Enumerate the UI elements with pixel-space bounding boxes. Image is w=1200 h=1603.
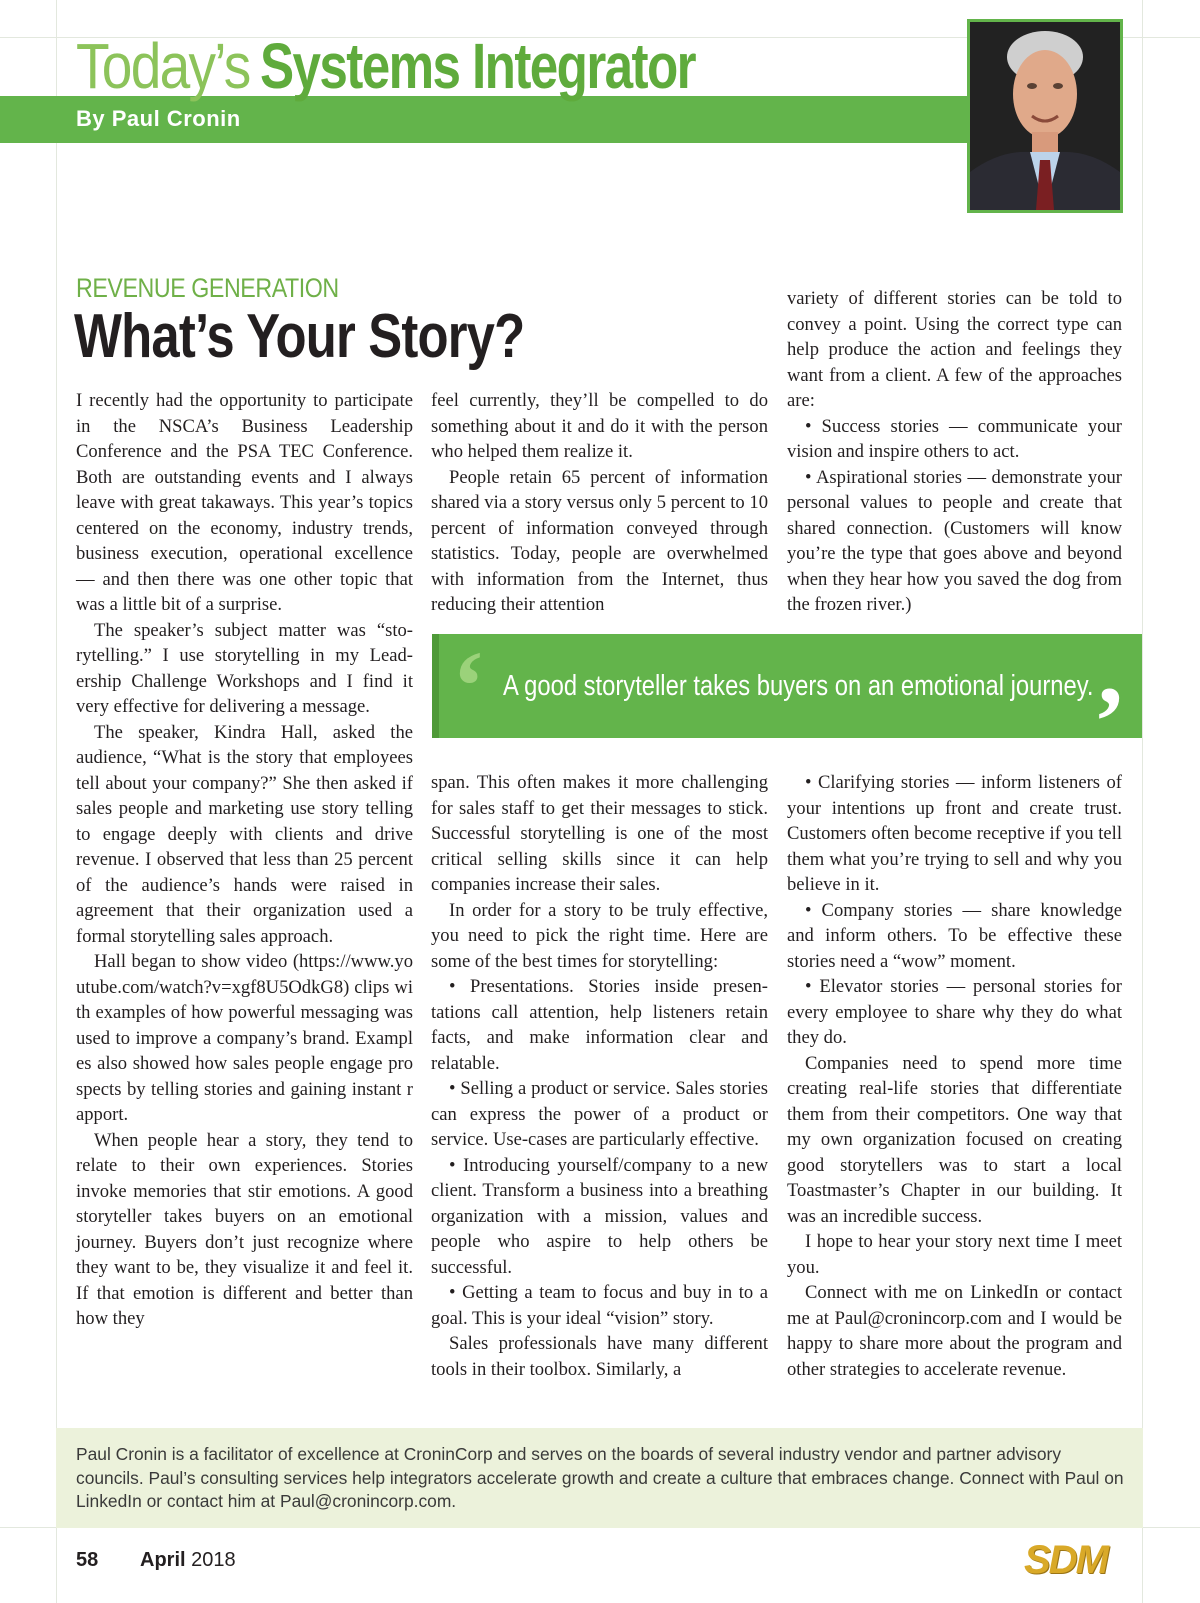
bullet-paragraph: • Success stories — communicate your vision and inspire others to act. xyxy=(787,415,1122,462)
open-quote-mark: ‘ xyxy=(452,630,486,741)
article-headline: What’s Your Story? xyxy=(74,302,525,371)
column-title-bold: Systems Integrator xyxy=(259,30,695,102)
pull-quote-text: A good storyteller takes buyers on an emotional journey. xyxy=(503,670,1094,702)
bullet-paragraph: • Clarifying stories — inform listeners of your intentions up front and create trust. Customers often become receptive if you tell them what you’re trying to sell and why you believe in it. xyxy=(787,772,1122,895)
paragraph: In order for a story to be truly effective, you need to pick the right time. Here are some of the best times for storytelling: xyxy=(431,899,768,972)
paragraph: Connect with me on LinkedIn or contact me at Paul@cronincorp.com and I would be happy to share more about the program and other strategies to accelerate revenue. xyxy=(787,1282,1122,1380)
bullet-paragraph: • Presentations. Stories inside presentations call attention, help listeners retain facts, and make information clear and relatable. xyxy=(431,976,768,1074)
paragraph: I hope to hear your story next time I meet you. xyxy=(787,1231,1122,1278)
bullet-paragraph: • Elevator stories — personal stories for every employee to share why they do what they do. xyxy=(787,976,1122,1048)
paragraph: variety of different stories can be told to convey a point. Using the correct type can help produce the action and feelings they want from a client. A few of the approaches are: xyxy=(787,288,1122,411)
body-column-right-top xyxy=(787,286,1122,618)
author-bio-text: Paul Cronin is a facilitator of excellence at CroninCorp and serves on the boards of several industry vendor and partner advisory councils. Paul’s consulting services help integrators accelerate growth and create a culture that embraces change. Connect with Paul on LinkedIn or contact him at Paul@cronincorp.com. xyxy=(76,1444,1124,1511)
body-column-left xyxy=(76,388,413,1332)
bullet-paragraph: • Company stories — share knowledge and inform others. To be effective these stories need a “wow” moment. xyxy=(787,899,1122,972)
right-guide-line xyxy=(1142,0,1143,1603)
body-column-middle-bottom xyxy=(431,770,768,1382)
section-label: REVENUE GENERATION xyxy=(76,273,339,303)
pull-quote-edge xyxy=(432,634,439,738)
bullet-paragraph: • Aspirational stories — demonstrate your personal values to people and create that shared connection. (Customers will know you’re the type that goes above and beyond when they hear how you saved the dog from the frozen river.) xyxy=(787,466,1122,615)
paragraph: span. This often makes it more challenging for sales staff to get their messages to stick. Successful storytelling is one of the most critical selling skills since it can help companies increase their sales. xyxy=(431,772,768,895)
bullet-paragraph: • Selling a product or service. Sales stories can express the power of a product or service. Use-cases are particularly effective. xyxy=(431,1078,768,1150)
bullet-paragraph: • Introducing yourself/company to a new client. Transform a business into a breathing organization with a mission, values and people who aspire to help others be successful. xyxy=(431,1154,768,1278)
paragraph: When people hear a story, they tend to relate to their own experiences. Stories invoke memories that stir emotions. A good storyteller takes buyers on an emotional journey. Buyers don’t just recognize where they want to be, they visualize it and feel it. If that emotion is different and better than how they xyxy=(76,1129,413,1329)
bullet-paragraph: • Getting a team to focus and buy in to a goal. This is your ideal “vision” story. xyxy=(431,1282,768,1329)
close-quote-mark: ’ xyxy=(1093,666,1127,777)
paragraph: I recently had the opportunity to participate in the NSCA’s Business Leadership Conference and the PSA TEC Conference. Both are outstanding events and I always leave with great takaways. This year’s topics centered on the economy, industry trends, business execution, operational excellence — and then there was one other topic that was a little bit of a surprise. xyxy=(76,390,413,615)
column-title xyxy=(76,30,803,102)
paragraph: Companies need to spend more time creating real-life stories that differentiate them from their competitors. One way that my own organization focused on creating good storytellers was to start a local Toastmaster’s Chapter in our building. It was an incredible success. xyxy=(787,1052,1122,1227)
body-column-middle-top xyxy=(431,388,768,618)
paragraph: People retain 65 percent of information shared via a story versus only 5 percent to 10 percent of information conveyed through statistics. Today, people are overwhelmed with information from the Internet, thus reducing their attention xyxy=(431,466,768,615)
paragraph: Sales professionals have many different tools in their toolbox. Similarly, a xyxy=(431,1333,768,1380)
issue-date xyxy=(140,1549,236,1572)
left-guide-line xyxy=(56,0,57,1603)
byline: By Paul Cronin xyxy=(76,106,241,131)
paragraph: Hall began to show video (https://www.youtube.com/watch?v=xgf8U5OdkG8) clips with examples of how powerful messaging was used to improve a company’s brand. Examples also showed how sales people engage prospects by telling stories and gaining instant rapport. xyxy=(76,951,413,1125)
body-column-right-bottom xyxy=(787,770,1122,1382)
paragraph: feel currently, they’ll be compelled to do something about it and do it with the person who helped them realize it. xyxy=(431,390,768,462)
issue-year: 2018 xyxy=(191,1549,236,1571)
paragraph: The speaker, Kindra Hall, asked the audience, “What is the story that employees tell about your company?” She then asked if sales people and marketing use story telling to engage deeply with clients and drive revenue. I observed that less than 25 percent of the audience’s hands were raised in agreement that their organization used a formal storytelling sales approach. xyxy=(76,721,413,947)
sdm-logo: SDM xyxy=(1024,1538,1107,1582)
issue-month: April xyxy=(140,1549,186,1571)
column-title-light: Today’s xyxy=(76,30,250,102)
author-photo xyxy=(967,19,1123,213)
page-number: 58 xyxy=(76,1549,99,1571)
paragraph: The speaker’s subject matter was “storytelling.” I use storytelling in my Leadership Challenge Workshops and I find it very effective for delivering a message. xyxy=(76,619,413,717)
